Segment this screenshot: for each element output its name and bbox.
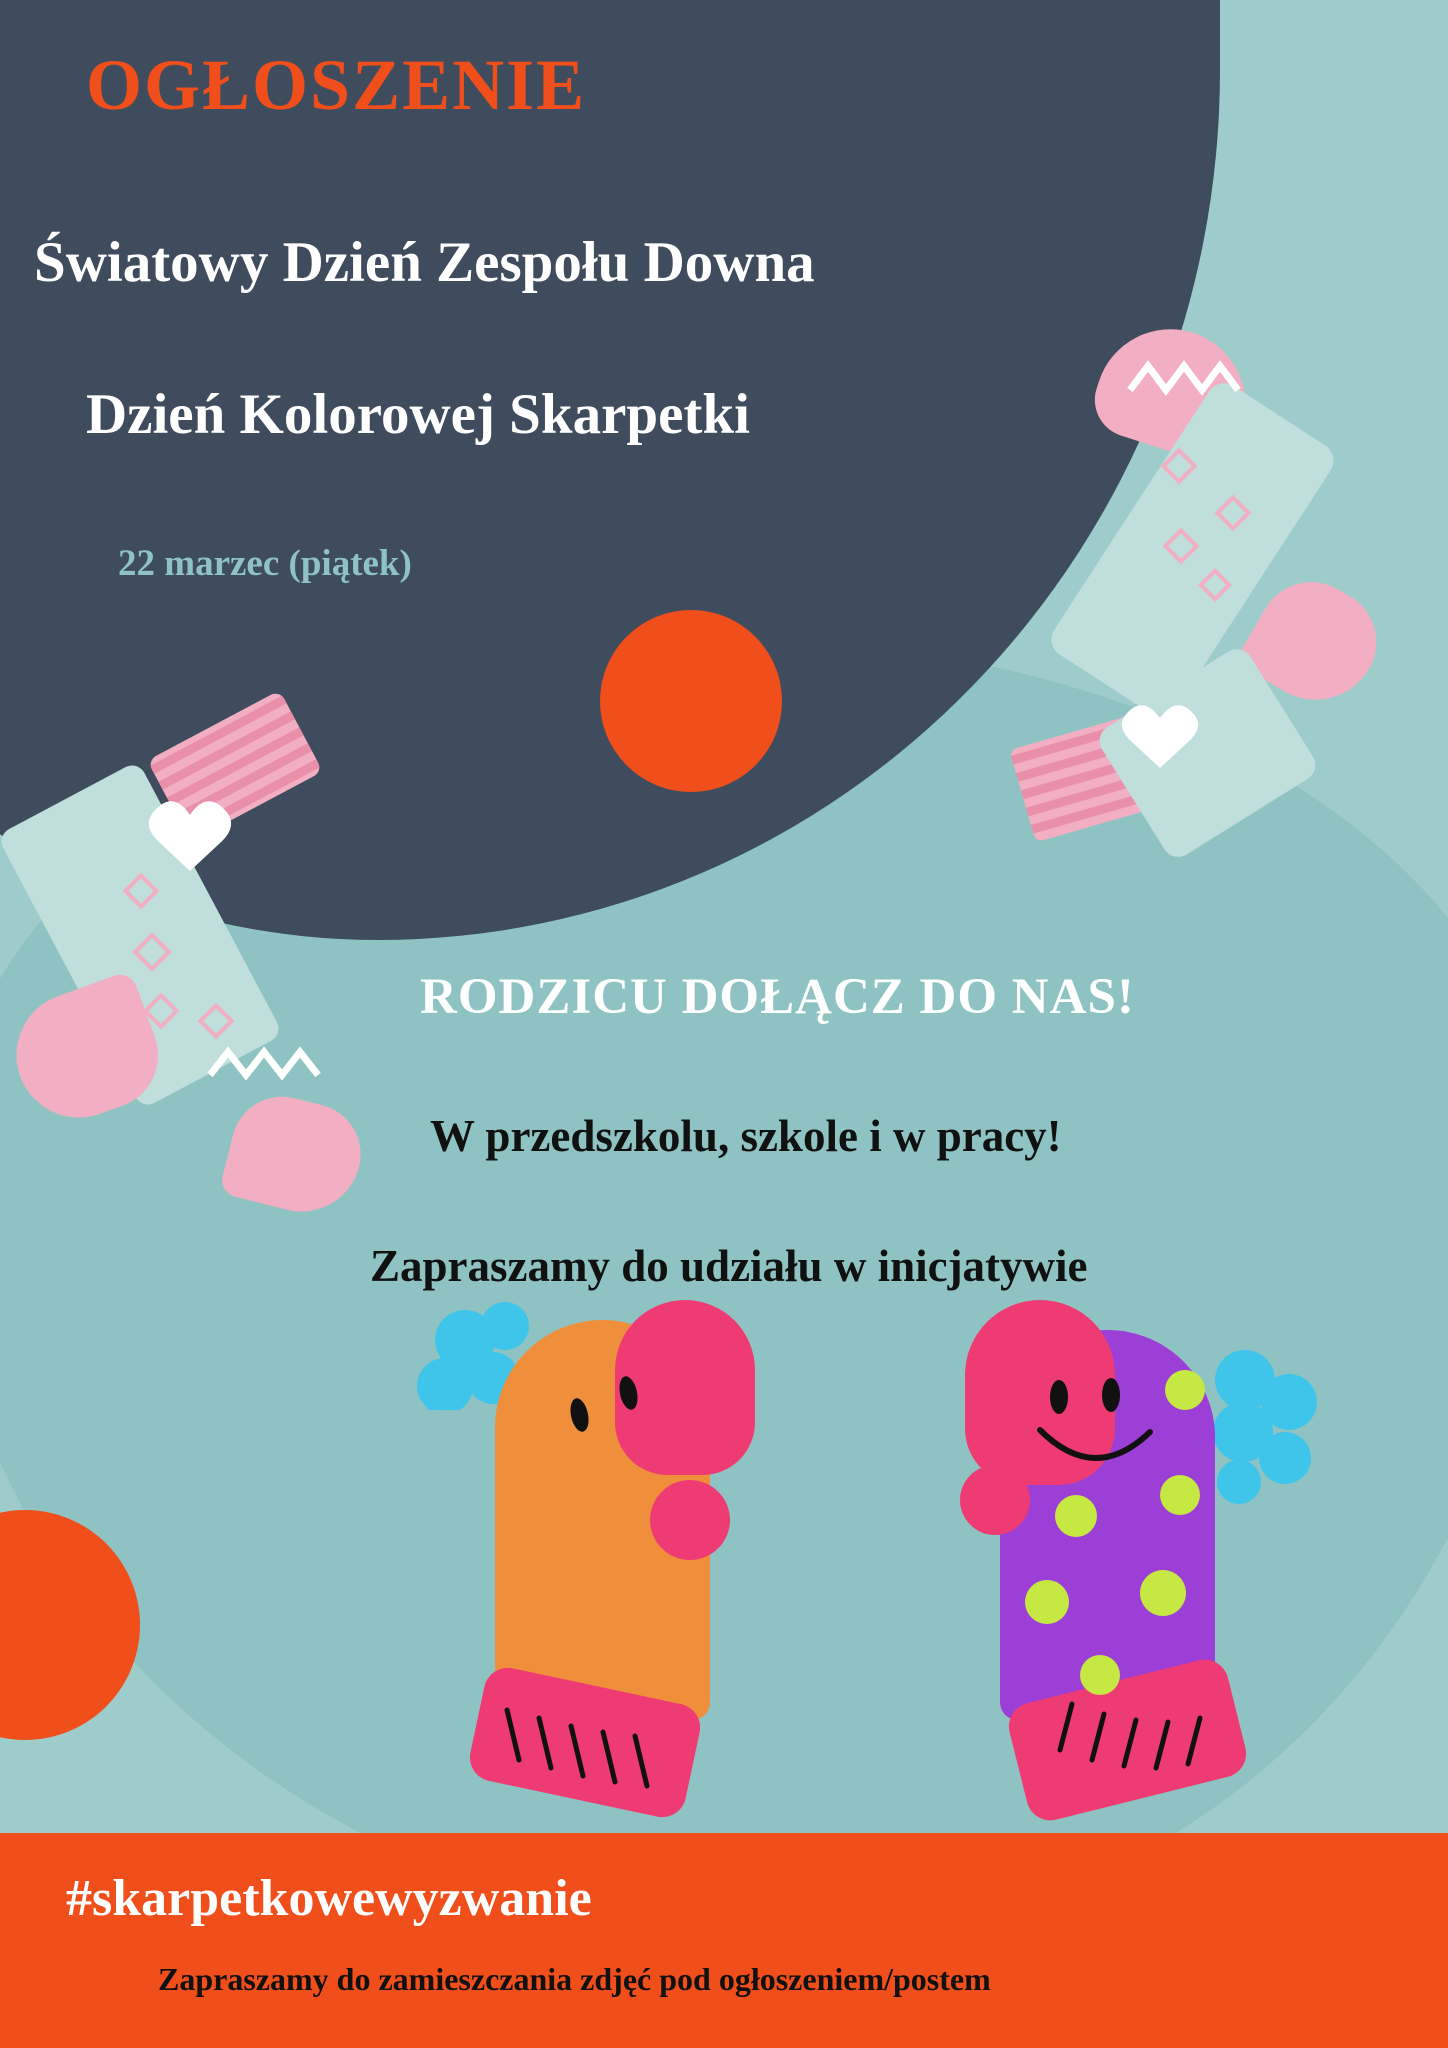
subtitle-line-1: Światowy Dzień Zespołu Downa <box>34 231 815 294</box>
sock-heart-pattern <box>1010 670 1410 910</box>
subtitle-line-2: Dzień Kolorowej Skarpetki <box>86 383 750 446</box>
sock-icon-middle-right <box>1010 670 1410 910</box>
call-to-action-heading: RODZICU DOŁĄCZ DO NAS! <box>420 969 1135 1025</box>
decorative-circle-orange-large <box>600 610 782 792</box>
event-date: 22 marzec (piątek) <box>118 543 412 584</box>
footer-note: Zapraszamy do zamieszczania zdjęć pod ogłoszeniem/postem <box>158 1961 991 1997</box>
hashtag-label: #skarpetkowewyzwanie <box>66 1870 592 1927</box>
call-to-action-line-2: Zapraszamy do udziału w inicjatywie <box>370 1241 1088 1291</box>
page-title: OGŁOSZENIE <box>86 45 587 125</box>
call-to-action-line-1: W przedszkolu, szkole i w pracy! <box>430 1111 1062 1161</box>
puppet-smile-and-stitches <box>930 1280 1310 1820</box>
footer-bar <box>0 1833 1448 2048</box>
puppet-stitches <box>455 1280 795 1810</box>
sock-pattern <box>0 700 440 1220</box>
sock-puppet-purple-icon <box>930 1280 1310 1820</box>
sock-puppet-orange-icon <box>455 1280 795 1810</box>
sock-icon-left <box>0 700 440 1220</box>
